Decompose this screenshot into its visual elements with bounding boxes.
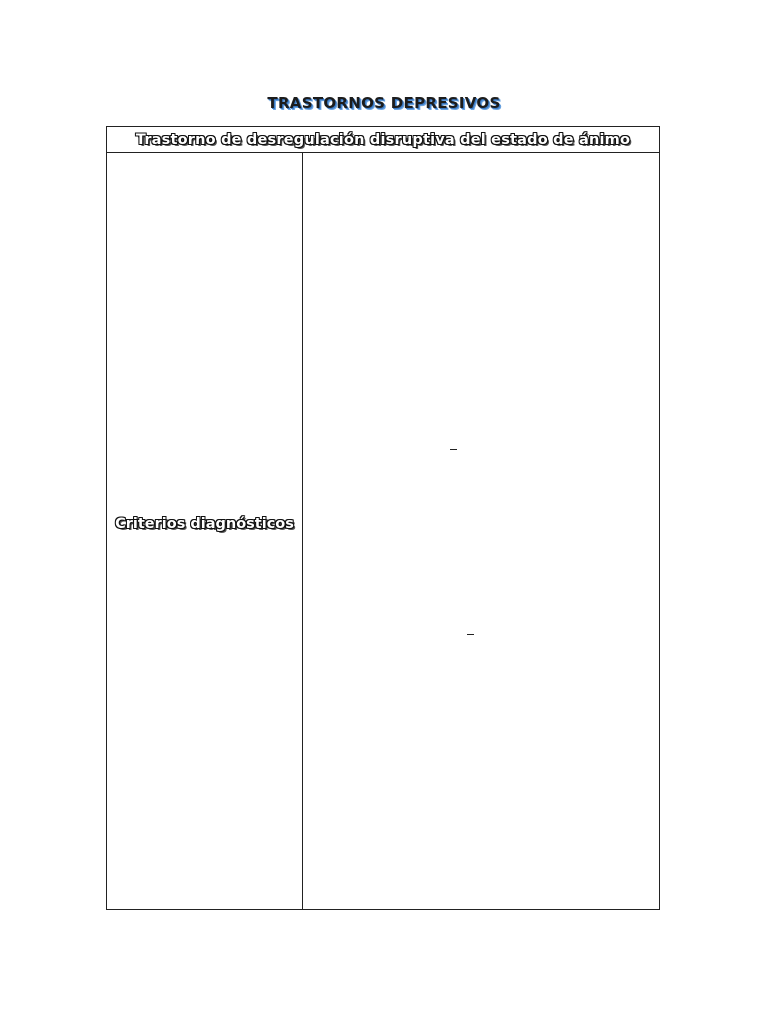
criteria-table — [106, 126, 660, 910]
table-header-text: Trastorno de desregulación disruptiva del estado de ánimo — [135, 131, 631, 148]
row-label-cell — [107, 153, 303, 910]
dash-mark — [450, 449, 457, 450]
row-content-cell — [303, 153, 659, 910]
row-label-text: Criterios diagnósticos — [115, 516, 294, 532]
dash-mark — [467, 634, 474, 635]
document-title: TRASTORNOS DEPRESIVOS — [267, 94, 501, 112]
table-header — [107, 127, 659, 153]
